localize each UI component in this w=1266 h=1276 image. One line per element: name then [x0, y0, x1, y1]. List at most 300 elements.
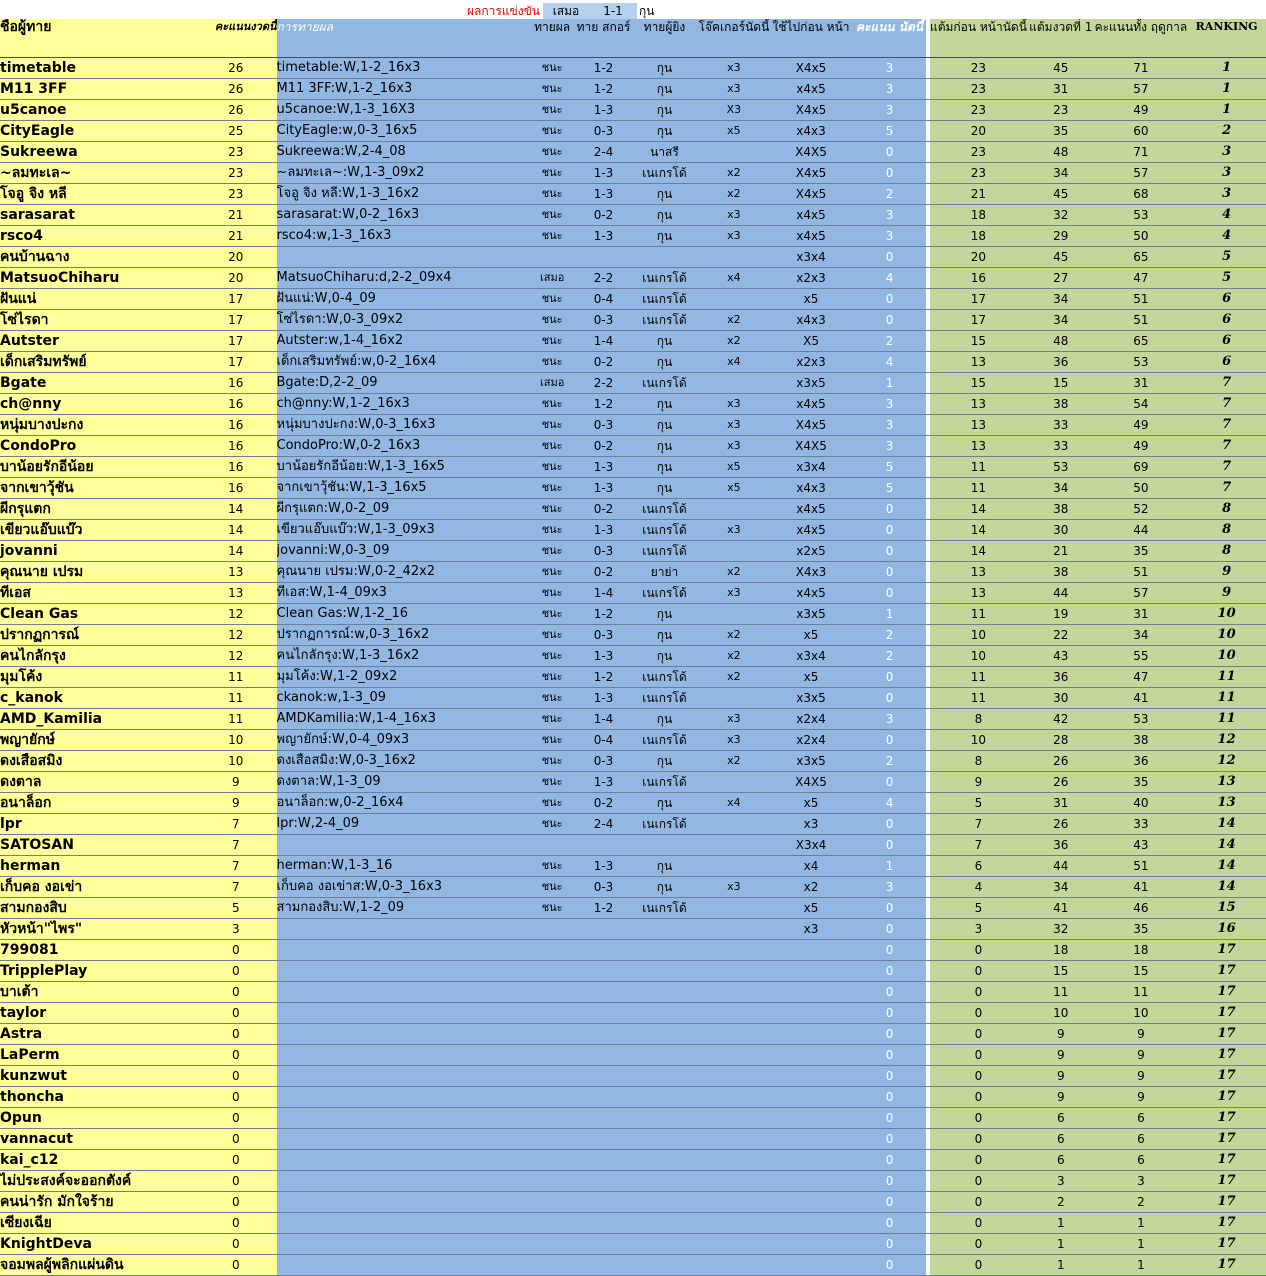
points-period-cell[interactable]: 48	[1027, 331, 1095, 352]
result-cell[interactable]: ชนะ	[528, 625, 577, 646]
header-prediction[interactable]: การทายผล	[277, 19, 528, 58]
points-match-cell[interactable]: 0	[853, 289, 926, 310]
player-name-cell[interactable]: คุณนาย เปรม	[0, 562, 195, 583]
scorer-cell[interactable]	[630, 1171, 698, 1192]
joker-cell[interactable]	[699, 688, 770, 709]
points-match-cell[interactable]: 0	[853, 247, 926, 268]
points-before-cell[interactable]: 13	[930, 436, 1027, 457]
joker-cell[interactable]	[699, 1192, 770, 1213]
points-period-cell[interactable]: 10	[1027, 1003, 1095, 1024]
player-name-cell[interactable]: คนไกลักรุง	[0, 646, 195, 667]
points-before-cell[interactable]: 0	[930, 1003, 1027, 1024]
joker-cell[interactable]	[699, 1066, 770, 1087]
player-name-cell[interactable]: vannacut	[0, 1129, 195, 1150]
score-cell[interactable]: 1-3	[577, 457, 631, 478]
used-cell[interactable]: x2x4	[769, 730, 852, 751]
points-season-cell[interactable]: 65	[1095, 331, 1188, 352]
ranking-cell[interactable]: 12	[1187, 751, 1266, 772]
points-week-cell[interactable]: 21	[195, 205, 276, 226]
points-week-cell[interactable]: 16	[195, 373, 276, 394]
points-before-cell[interactable]: 5	[930, 898, 1027, 919]
points-week-cell[interactable]: 17	[195, 289, 276, 310]
player-name-cell[interactable]: 799081	[0, 940, 195, 961]
points-before-cell[interactable]: 17	[930, 289, 1027, 310]
used-cell[interactable]: X4x5	[769, 415, 852, 436]
result-cell[interactable]: ชนะ	[528, 688, 577, 709]
joker-cell[interactable]: x2	[699, 562, 770, 583]
ranking-cell[interactable]: 1	[1187, 58, 1266, 79]
scorer-cell[interactable]: เนเกรโด้	[630, 163, 698, 184]
points-season-cell[interactable]: 71	[1095, 142, 1188, 163]
prediction-cell[interactable]: สามกองสิบ:W,1-2_09	[277, 898, 528, 919]
result-cell[interactable]: ชนะ	[528, 793, 577, 814]
points-period-cell[interactable]: 48	[1027, 142, 1095, 163]
used-cell[interactable]	[769, 1234, 852, 1255]
score-cell[interactable]	[577, 1024, 631, 1045]
ranking-cell[interactable]: 8	[1187, 520, 1266, 541]
points-period-cell[interactable]: 32	[1027, 919, 1095, 940]
points-match-cell[interactable]: 0	[853, 520, 926, 541]
header-points-week[interactable]: คะแนนงวดนี้	[195, 19, 276, 58]
player-name-cell[interactable]: Opun	[0, 1108, 195, 1129]
score-cell[interactable]: 0-3	[577, 121, 631, 142]
scorer-cell[interactable]	[630, 1087, 698, 1108]
points-week-cell[interactable]: 0	[195, 1108, 276, 1129]
points-before-cell[interactable]: 18	[930, 205, 1027, 226]
points-season-cell[interactable]: 9	[1095, 1045, 1188, 1066]
result-cell[interactable]: ชนะ	[528, 289, 577, 310]
header-result[interactable]: ทายผล	[528, 19, 577, 58]
scorer-cell[interactable]: เนเกรโด้	[630, 667, 698, 688]
points-season-cell[interactable]: 1	[1095, 1234, 1188, 1255]
prediction-cell[interactable]: Sukreewa:W,2-4_08	[277, 142, 528, 163]
points-match-cell[interactable]: 3	[853, 415, 926, 436]
points-period-cell[interactable]: 29	[1027, 226, 1095, 247]
player-name-cell[interactable]: ผีกรุแตก	[0, 499, 195, 520]
points-week-cell[interactable]: 7	[195, 877, 276, 898]
ranking-cell[interactable]: 14	[1187, 835, 1266, 856]
points-before-cell[interactable]: 0	[930, 961, 1027, 982]
points-before-cell[interactable]: 23	[930, 100, 1027, 121]
result-cell[interactable]: ชนะ	[528, 121, 577, 142]
result-cell[interactable]	[528, 1171, 577, 1192]
points-match-cell[interactable]: 5	[853, 478, 926, 499]
points-before-cell[interactable]: 14	[930, 520, 1027, 541]
match-score-cell[interactable]: 1-1	[589, 3, 637, 20]
scorer-cell[interactable]	[630, 1108, 698, 1129]
result-cell[interactable]	[528, 1087, 577, 1108]
points-period-cell[interactable]: 30	[1027, 688, 1095, 709]
prediction-cell[interactable]: jovanni:W,0-3_09	[277, 541, 528, 562]
points-match-cell[interactable]: 0	[853, 982, 926, 1003]
score-cell[interactable]: 2-2	[577, 373, 631, 394]
points-match-cell[interactable]: 2	[853, 184, 926, 205]
points-period-cell[interactable]: 42	[1027, 709, 1095, 730]
joker-cell[interactable]: x2	[699, 646, 770, 667]
scorer-cell[interactable]	[630, 1129, 698, 1150]
joker-cell[interactable]: x2	[699, 184, 770, 205]
points-period-cell[interactable]: 11	[1027, 982, 1095, 1003]
points-period-cell[interactable]: 32	[1027, 205, 1095, 226]
points-period-cell[interactable]: 30	[1027, 520, 1095, 541]
scorer-cell[interactable]: กุน	[630, 79, 698, 100]
points-before-cell[interactable]: 13	[930, 583, 1027, 604]
ranking-cell[interactable]: 17	[1187, 1255, 1266, 1276]
points-week-cell[interactable]: 0	[195, 1171, 276, 1192]
joker-cell[interactable]	[699, 142, 770, 163]
points-before-cell[interactable]: 11	[930, 667, 1027, 688]
scorer-cell[interactable]	[630, 1024, 698, 1045]
player-name-cell[interactable]: u5canoe	[0, 100, 195, 121]
points-period-cell[interactable]: 15	[1027, 373, 1095, 394]
scorer-cell[interactable]	[630, 835, 698, 856]
score-cell[interactable]: 0-2	[577, 205, 631, 226]
score-cell[interactable]: 1-2	[577, 898, 631, 919]
ranking-cell[interactable]: 1	[1187, 79, 1266, 100]
points-before-cell[interactable]: 0	[930, 1129, 1027, 1150]
used-cell[interactable]	[769, 1213, 852, 1234]
joker-cell[interactable]: x4	[699, 793, 770, 814]
result-cell[interactable]: ชนะ	[528, 730, 577, 751]
used-cell[interactable]	[769, 1087, 852, 1108]
points-period-cell[interactable]: 6	[1027, 1129, 1095, 1150]
points-season-cell[interactable]: 53	[1095, 709, 1188, 730]
ranking-cell[interactable]: 13	[1187, 793, 1266, 814]
ranking-cell[interactable]: 7	[1187, 394, 1266, 415]
points-match-cell[interactable]: 5	[853, 457, 926, 478]
points-season-cell[interactable]: 6	[1095, 1150, 1188, 1171]
used-cell[interactable]: x2x5	[769, 541, 852, 562]
points-match-cell[interactable]: 0	[853, 1108, 926, 1129]
points-period-cell[interactable]: 15	[1027, 961, 1095, 982]
scorer-cell[interactable]	[630, 1255, 698, 1276]
points-match-cell[interactable]: 5	[853, 121, 926, 142]
prediction-cell[interactable]: คนไกลักรุง:W,1-3_16x2	[277, 646, 528, 667]
points-week-cell[interactable]: 7	[195, 814, 276, 835]
score-cell[interactable]: 0-2	[577, 793, 631, 814]
header-score[interactable]: ทาย สกอร์	[577, 19, 631, 58]
used-cell[interactable]	[769, 1192, 852, 1213]
points-before-cell[interactable]: 0	[930, 1066, 1027, 1087]
scorer-cell[interactable]: กุน	[630, 415, 698, 436]
joker-cell[interactable]: x3	[699, 205, 770, 226]
scorer-cell[interactable]	[630, 1192, 698, 1213]
ranking-cell[interactable]: 17	[1187, 940, 1266, 961]
player-name-cell[interactable]: KnightDeva	[0, 1234, 195, 1255]
joker-cell[interactable]: x2	[699, 163, 770, 184]
joker-cell[interactable]	[699, 1108, 770, 1129]
ranking-cell[interactable]: 12	[1187, 730, 1266, 751]
result-cell[interactable]: ชนะ	[528, 331, 577, 352]
result-cell[interactable]	[528, 1024, 577, 1045]
player-name-cell[interactable]: คนน่ารัก มักใจร้าย	[0, 1192, 195, 1213]
prediction-cell[interactable]	[277, 919, 528, 940]
points-week-cell[interactable]: 10	[195, 730, 276, 751]
points-before-cell[interactable]: 11	[930, 604, 1027, 625]
scorer-cell[interactable]: กุน	[630, 751, 698, 772]
points-period-cell[interactable]: 33	[1027, 436, 1095, 457]
prediction-cell[interactable]: herman:W,1-3_16	[277, 856, 528, 877]
scorer-cell[interactable]: เนเกรโด้	[630, 520, 698, 541]
points-before-cell[interactable]: 0	[930, 1192, 1027, 1213]
ranking-cell[interactable]: 3	[1187, 142, 1266, 163]
result-cell[interactable]: ชนะ	[528, 100, 577, 121]
joker-cell[interactable]: x3	[699, 436, 770, 457]
points-week-cell[interactable]: 11	[195, 688, 276, 709]
ranking-cell[interactable]: 17	[1187, 982, 1266, 1003]
points-match-cell[interactable]: 1	[853, 604, 926, 625]
points-match-cell[interactable]: 0	[853, 1003, 926, 1024]
points-match-cell[interactable]: 0	[853, 919, 926, 940]
joker-cell[interactable]	[699, 835, 770, 856]
score-cell[interactable]: 1-3	[577, 100, 631, 121]
player-name-cell[interactable]: โซ่ไรดา	[0, 310, 195, 331]
result-cell[interactable]	[528, 982, 577, 1003]
points-before-cell[interactable]: 13	[930, 394, 1027, 415]
points-season-cell[interactable]: 1	[1095, 1255, 1188, 1276]
points-match-cell[interactable]: 0	[853, 835, 926, 856]
ranking-cell[interactable]: 6	[1187, 289, 1266, 310]
points-season-cell[interactable]: 41	[1095, 877, 1188, 898]
points-week-cell[interactable]: 9	[195, 793, 276, 814]
points-week-cell[interactable]: 17	[195, 310, 276, 331]
points-period-cell[interactable]: 9	[1027, 1066, 1095, 1087]
scorer-cell[interactable]: กุน	[630, 646, 698, 667]
player-name-cell[interactable]: คนบ้านฉาง	[0, 247, 195, 268]
joker-cell[interactable]	[699, 1150, 770, 1171]
points-before-cell[interactable]: 7	[930, 835, 1027, 856]
scorer-cell[interactable]: เนเกรโด้	[630, 583, 698, 604]
scorer-cell[interactable]: กุน	[630, 457, 698, 478]
ranking-cell[interactable]: 17	[1187, 1129, 1266, 1150]
score-cell[interactable]: 0-2	[577, 352, 631, 373]
score-cell[interactable]: 1-2	[577, 79, 631, 100]
prediction-cell[interactable]	[277, 1087, 528, 1108]
ranking-cell[interactable]: 7	[1187, 373, 1266, 394]
score-cell[interactable]	[577, 982, 631, 1003]
points-week-cell[interactable]: 14	[195, 499, 276, 520]
points-match-cell[interactable]: 4	[853, 352, 926, 373]
points-season-cell[interactable]: 51	[1095, 856, 1188, 877]
prediction-cell[interactable]: AMDKamilia:W,1-4_16x3	[277, 709, 528, 730]
score-cell[interactable]	[577, 1255, 631, 1276]
used-cell[interactable]: X3x4	[769, 835, 852, 856]
points-match-cell[interactable]: 0	[853, 772, 926, 793]
result-cell[interactable]: ชนะ	[528, 79, 577, 100]
result-cell[interactable]: ชนะ	[528, 310, 577, 331]
points-period-cell[interactable]: 31	[1027, 793, 1095, 814]
result-cell[interactable]: ชนะ	[528, 562, 577, 583]
points-match-cell[interactable]: 4	[853, 268, 926, 289]
joker-cell[interactable]: x3	[699, 583, 770, 604]
points-match-cell[interactable]: 0	[853, 499, 926, 520]
scorer-cell[interactable]: กุน	[630, 478, 698, 499]
points-season-cell[interactable]: 33	[1095, 814, 1188, 835]
scorer-cell[interactable]: เนเกรโด้	[630, 772, 698, 793]
points-season-cell[interactable]: 60	[1095, 121, 1188, 142]
points-match-cell[interactable]: 3	[853, 877, 926, 898]
joker-cell[interactable]	[699, 940, 770, 961]
points-week-cell[interactable]: 20	[195, 268, 276, 289]
points-match-cell[interactable]: 0	[853, 541, 926, 562]
points-season-cell[interactable]: 15	[1095, 961, 1188, 982]
score-cell[interactable]: 2-2	[577, 268, 631, 289]
points-season-cell[interactable]: 65	[1095, 247, 1188, 268]
used-cell[interactable]: x2x3	[769, 268, 852, 289]
points-match-cell[interactable]: 0	[853, 730, 926, 751]
score-cell[interactable]: 1-4	[577, 709, 631, 730]
header-season[interactable]: คะแนนทั้ง ฤดูกาล	[1095, 19, 1188, 58]
points-before-cell[interactable]: 6	[930, 856, 1027, 877]
points-season-cell[interactable]: 57	[1095, 79, 1188, 100]
joker-cell[interactable]: x3	[699, 520, 770, 541]
scorer-cell[interactable]: กุน	[630, 625, 698, 646]
points-period-cell[interactable]: 26	[1027, 751, 1095, 772]
ranking-cell[interactable]: 2	[1187, 121, 1266, 142]
scorer-cell[interactable]: กุน	[630, 709, 698, 730]
points-season-cell[interactable]: 3	[1095, 1171, 1188, 1192]
player-name-cell[interactable]: timetable	[0, 58, 195, 79]
points-week-cell[interactable]: 0	[195, 1003, 276, 1024]
points-before-cell[interactable]: 0	[930, 1171, 1027, 1192]
points-season-cell[interactable]: 44	[1095, 520, 1188, 541]
joker-cell[interactable]: x2	[699, 667, 770, 688]
points-before-cell[interactable]: 13	[930, 562, 1027, 583]
points-match-cell[interactable]: 1	[853, 856, 926, 877]
result-cell[interactable]: ชนะ	[528, 877, 577, 898]
points-before-cell[interactable]: 15	[930, 331, 1027, 352]
result-cell[interactable]: ชนะ	[528, 457, 577, 478]
scorer-cell[interactable]: กุน	[630, 121, 698, 142]
joker-cell[interactable]	[699, 1213, 770, 1234]
header-used[interactable]: ใช้ไปก่อน หน้า	[769, 19, 852, 58]
player-name-cell[interactable]: Autster	[0, 331, 195, 352]
points-week-cell[interactable]: 0	[195, 961, 276, 982]
player-name-cell[interactable]: ดงตาล	[0, 772, 195, 793]
prediction-cell[interactable]	[277, 940, 528, 961]
player-name-cell[interactable]: CityEagle	[0, 121, 195, 142]
joker-cell[interactable]	[699, 898, 770, 919]
prediction-cell[interactable]	[277, 1066, 528, 1087]
ranking-cell[interactable]: 3	[1187, 184, 1266, 205]
scorer-cell[interactable]	[630, 940, 698, 961]
score-cell[interactable]	[577, 1087, 631, 1108]
points-week-cell[interactable]: 11	[195, 667, 276, 688]
player-name-cell[interactable]: jovanni	[0, 541, 195, 562]
used-cell[interactable]: x3x5	[769, 373, 852, 394]
points-period-cell[interactable]: 35	[1027, 121, 1095, 142]
score-cell[interactable]: 2-4	[577, 814, 631, 835]
ranking-cell[interactable]: 13	[1187, 772, 1266, 793]
header-joker[interactable]: โจ๊คเกอร์นัดนี้	[699, 19, 770, 58]
points-week-cell[interactable]: 21	[195, 226, 276, 247]
prediction-cell[interactable]: ~ลมทะเล~:W,1-3_09x2	[277, 163, 528, 184]
player-name-cell[interactable]: จอมพลผู้พลิกแผ่นดิน	[0, 1255, 195, 1276]
result-cell[interactable]: ชนะ	[528, 541, 577, 562]
scorer-cell[interactable]	[630, 1150, 698, 1171]
ranking-cell[interactable]: 4	[1187, 226, 1266, 247]
player-name-cell[interactable]: ~ลมทะเล~	[0, 163, 195, 184]
prediction-cell[interactable]: Clean Gas:W,1-2_16	[277, 604, 528, 625]
player-name-cell[interactable]: หัวหน้า"ไพร"	[0, 919, 195, 940]
score-cell[interactable]: 1-3	[577, 226, 631, 247]
points-week-cell[interactable]: 23	[195, 163, 276, 184]
player-name-cell[interactable]: พญายักษ์	[0, 730, 195, 751]
score-cell[interactable]: 1-3	[577, 856, 631, 877]
player-name-cell[interactable]: ทีเอส	[0, 583, 195, 604]
result-cell[interactable]: ชนะ	[528, 604, 577, 625]
score-cell[interactable]: 1-2	[577, 394, 631, 415]
points-match-cell[interactable]: 0	[853, 1255, 926, 1276]
ranking-cell[interactable]: 10	[1187, 625, 1266, 646]
scorer-cell[interactable]: เนเกรโด้	[630, 289, 698, 310]
scorer-cell[interactable]: กุน	[630, 604, 698, 625]
score-cell[interactable]: 1-3	[577, 646, 631, 667]
points-week-cell[interactable]: 10	[195, 751, 276, 772]
scorer-cell[interactable]: กุน	[630, 184, 698, 205]
result-cell[interactable]: ชนะ	[528, 58, 577, 79]
result-cell[interactable]: เสมอ	[528, 268, 577, 289]
result-cell[interactable]: ชนะ	[528, 163, 577, 184]
used-cell[interactable]: x4x5	[769, 394, 852, 415]
points-match-cell[interactable]: 0	[853, 1150, 926, 1171]
points-week-cell[interactable]: 11	[195, 709, 276, 730]
result-cell[interactable]	[528, 1192, 577, 1213]
points-week-cell[interactable]: 12	[195, 604, 276, 625]
points-season-cell[interactable]: 6	[1095, 1108, 1188, 1129]
joker-cell[interactable]: x3	[699, 730, 770, 751]
score-cell[interactable]: 0-3	[577, 751, 631, 772]
points-season-cell[interactable]: 68	[1095, 184, 1188, 205]
points-before-cell[interactable]: 17	[930, 310, 1027, 331]
joker-cell[interactable]	[699, 373, 770, 394]
points-season-cell[interactable]: 46	[1095, 898, 1188, 919]
result-cell[interactable]: ชนะ	[528, 856, 577, 877]
prediction-cell[interactable]	[277, 1255, 528, 1276]
result-cell[interactable]	[528, 1066, 577, 1087]
points-season-cell[interactable]: 31	[1095, 373, 1188, 394]
points-season-cell[interactable]: 49	[1095, 436, 1188, 457]
points-week-cell[interactable]: 0	[195, 1150, 276, 1171]
prediction-cell[interactable]: ฝันแน่:W,0-4_09	[277, 289, 528, 310]
ranking-cell[interactable]: 14	[1187, 856, 1266, 877]
score-cell[interactable]: 1-4	[577, 583, 631, 604]
points-before-cell[interactable]: 23	[930, 163, 1027, 184]
prediction-cell[interactable]: โซ่ไรดา:W,0-3_09x2	[277, 310, 528, 331]
points-match-cell[interactable]: 0	[853, 1171, 926, 1192]
score-cell[interactable]	[577, 1045, 631, 1066]
player-name-cell[interactable]: ch@nny	[0, 394, 195, 415]
points-season-cell[interactable]: 34	[1095, 625, 1188, 646]
scorer-cell[interactable]	[630, 1234, 698, 1255]
player-name-cell[interactable]: MatsuoChiharu	[0, 268, 195, 289]
scorer-cell[interactable]	[630, 1003, 698, 1024]
points-week-cell[interactable]: 0	[195, 982, 276, 1003]
prediction-cell[interactable]: timetable:W,1-2_16x3	[277, 58, 528, 79]
used-cell[interactable]: X4x5	[769, 58, 852, 79]
player-name-cell[interactable]: M11 3FF	[0, 79, 195, 100]
ranking-cell[interactable]: 7	[1187, 436, 1266, 457]
points-before-cell[interactable]: 20	[930, 247, 1027, 268]
score-cell[interactable]: 0-3	[577, 541, 631, 562]
prediction-cell[interactable]: sarasarat:W,0-2_16x3	[277, 205, 528, 226]
used-cell[interactable]: x5	[769, 289, 852, 310]
ranking-cell[interactable]: 17	[1187, 1234, 1266, 1255]
joker-cell[interactable]	[699, 1171, 770, 1192]
points-before-cell[interactable]: 23	[930, 142, 1027, 163]
used-cell[interactable]: x4x5	[769, 520, 852, 541]
points-season-cell[interactable]: 41	[1095, 688, 1188, 709]
